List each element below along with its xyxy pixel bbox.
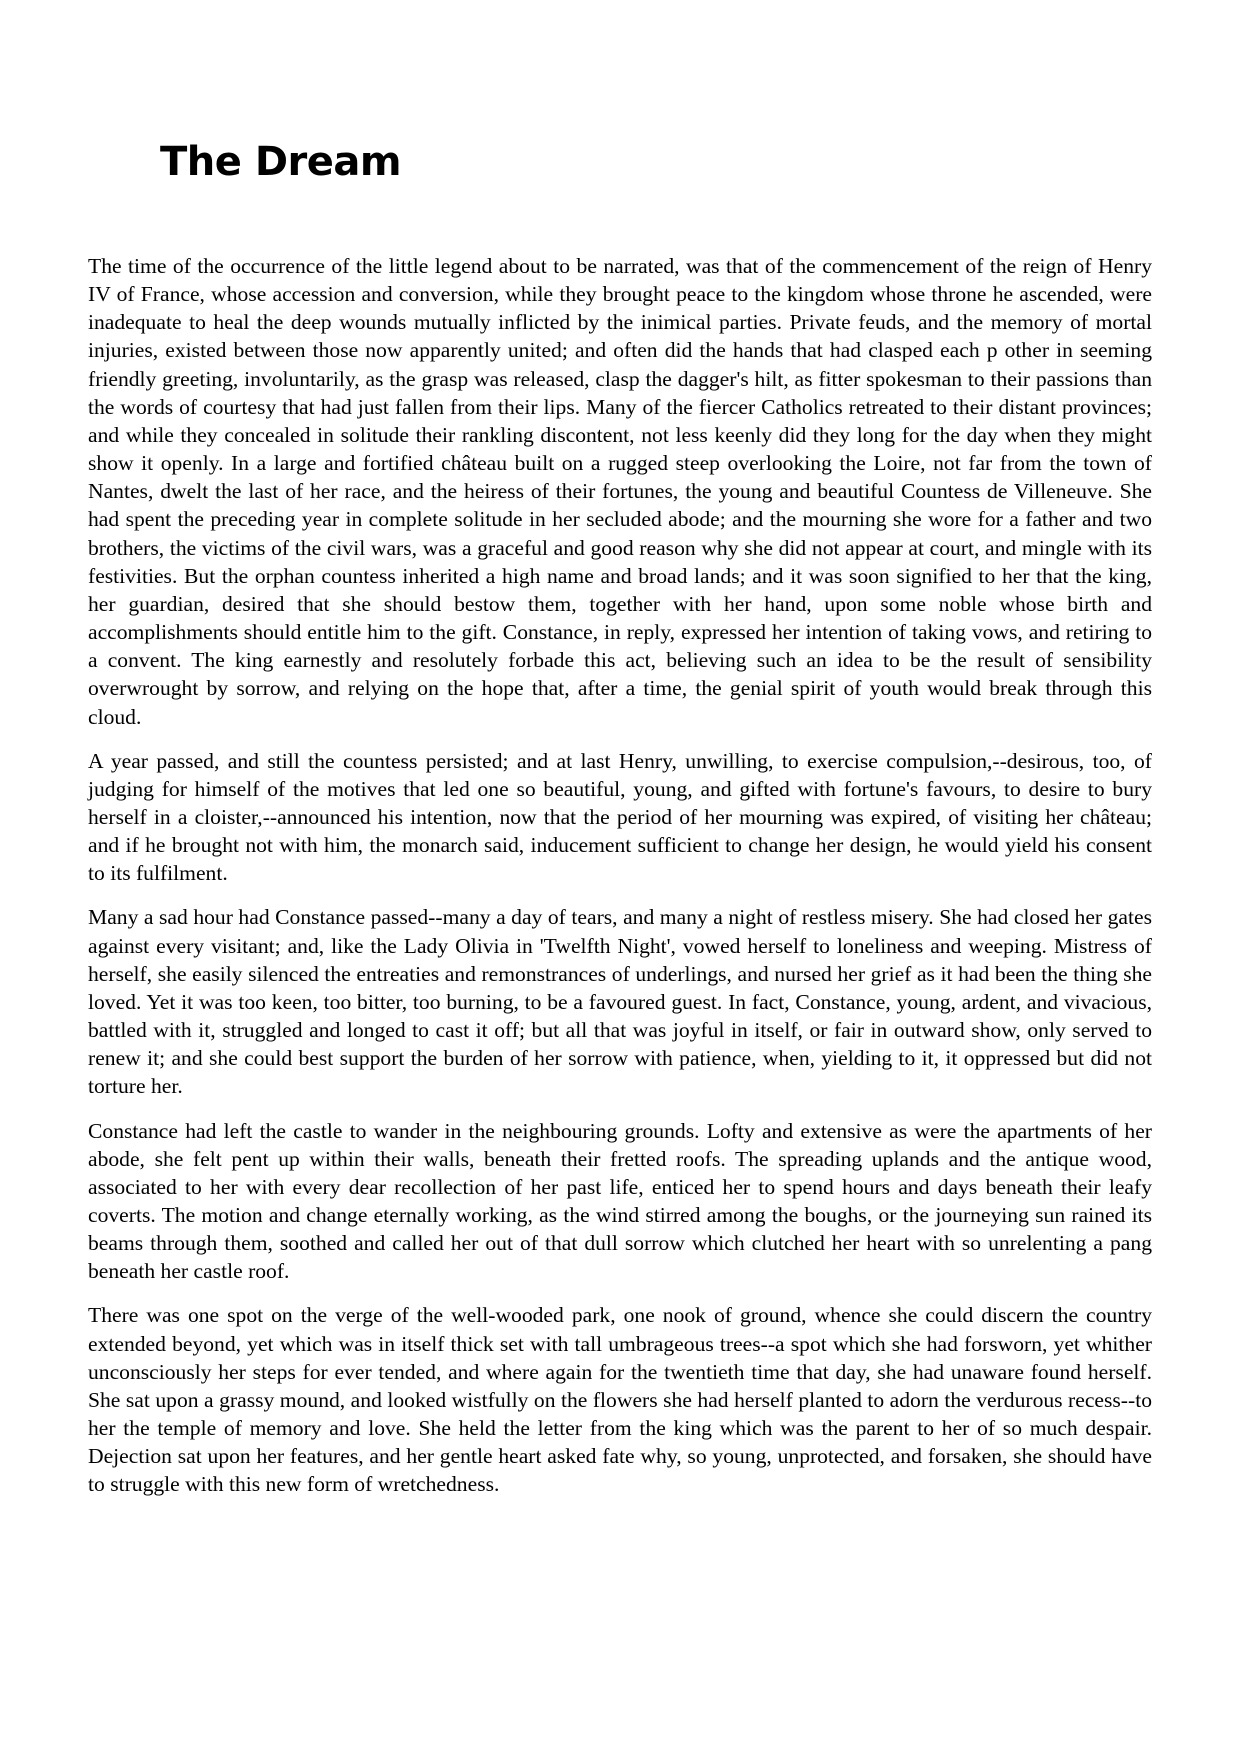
paragraph: Many a sad hour had Constance passed--many a day of tears, and many a night of restless misery. She had closed her gates against every visitant; and, like the Lady Olivia in 'Twelfth Night', vowed herself to loneliness and weeping. Mistress of herself, she easily silenced the entreaties and remonstrances of underlings, and nursed her grief as it had been the thing she loved. Yet it was too keen, too bitter, too burning, to be a favoured guest. In fact, Constance, young, ardent, and vivacious, battled with it, struggled and longed to cast it off; but all that was joyful in itself, or fair in outward show, only served to renew it; and she could best support the burden of her sorrow with patience, when, yielding to it, it oppressed but did not torture her. <box>88 905 1152 1099</box>
body-text <box>88 252 1152 1515</box>
paragraph: A year passed, and still the countess persisted; and at last Henry, unwilling, to exercise compulsion,--desirous, too, of judging for himself of the motives that led one so beautiful, young, and gifted with fortune's favours, to desire to bury herself in a cloister,--announced his intention, now that the period of her mourning was expired, of visiting her château; and if he brought not with him, the monarch said, inducement sufficient to change her design, he would yield his consent to its fulfilment. <box>88 748 1152 886</box>
paragraph: The time of the occurrence of the little legend about to be narrated, was that of the commencement of the reign of Henry IV of France, whose accession and conversion, while they brought peace to the kingdom whose throne he ascended, were inadequate to heal the deep wounds mutually inflicted by the inimical parties. Private feuds, and the memory of mortal injuries, existed between those now apparently united; and often did the hands that had clasped each p other in seeming friendly greeting, involuntarily, as the grasp was released, clasp the dagger's hilt, as fitter spokesman to their passions than the words of courtesy that had just fallen from their lips. Many of the fiercer Catholics retreated to their distant provinces; and while they concealed in solitude their rankling discontent, not less keenly did they long for the day when they might show it openly. In a large and fortified château built on a rugged steep overlooking the Loire, not far from the town of Nantes, dwelt the last of her race, and the heiress of their fortunes, the young and beautiful Countess de Villeneuve. She had spent the preceding year in complete solitude in her secluded abode; and the mourning she wore for a father and two brothers, the victims of the civil wars, was a graceful and good reason why she did not appear at court, and mingle with its festivities. But the orphan countess inherited a high name and broad lands; and it was soon signified to her that the king, her guardian, desired that she should bestow them, together with her hand, upon some noble whose birth and accomplishments should entitle him to the gift. Constance, in reply, expressed her intention of taking vows, and retiring to a convent. The king earnestly and resolutely forbade this act, believing such an idea to be the result of sensibility overwrought by sorrow, and relying on the hope that, after a time, the genial spirit of youth would break through this cloud. <box>88 254 1152 729</box>
page-title: The Dream <box>160 139 402 185</box>
paragraph: There was one spot on the verge of the well-wooded park, one nook of ground, whence she could discern the country extended beyond, yet which was in itself thick set with tall umbrageous trees--a spot which she had forsworn, yet whither unconsciously her steps for ever tended, and where again for the twentieth time that day, she had unaware found herself. She sat upon a grassy mound, and looked wistfully on the flowers she had herself planted to adorn the verdurous recess--to her the temple of memory and love. She held the letter from the king which was the parent to her of so much despair. Dejection sat upon her features, and her gentle heart asked fate why, so young, unprotected, and forsaken, she should have to struggle with this new form of wretchedness. <box>88 1303 1152 1497</box>
paragraph: Constance had left the castle to wander in the neighbouring grounds. Lofty and extensive as were the apartments of her abode, she felt pent up within their walls, beneath their fretted roofs. The spreading uplands and the antique wood, associated to her with every dear recollection of her past life, enticed her to spend hours and days beneath their leafy coverts. The motion and change eternally working, as the wind stirred among the boughs, or the journeying sun rained its beams through them, soothed and called her out of that dull sorrow which clutched her heart with so unrelenting a pang beneath her castle roof. <box>88 1118 1152 1284</box>
